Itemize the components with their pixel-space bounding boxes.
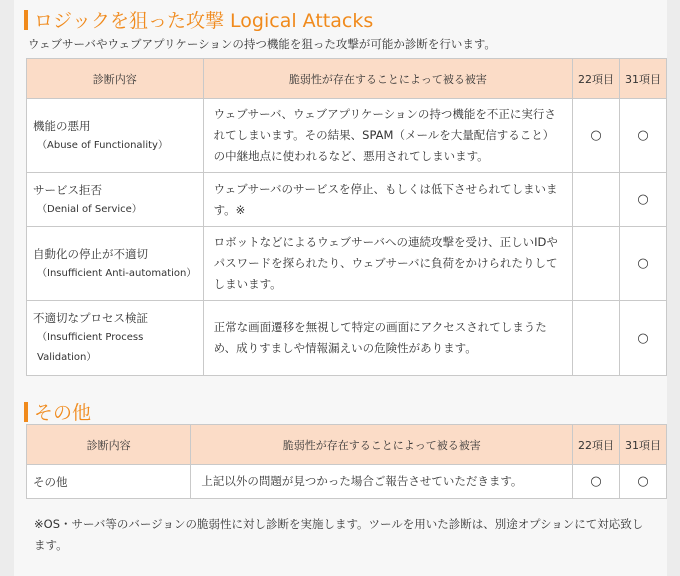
table-row: [27, 465, 667, 499]
mark-22: ○: [573, 465, 620, 499]
damage-description: ロボットなどによるウェブサーバへの連続攻撃を受け、正しいIDやパスワードを探られたり、ウェブサーバに負荷をかけられたりしてしまいます。: [203, 227, 573, 301]
table-row: [27, 173, 667, 227]
logical-attacks-table: [26, 58, 667, 376]
header-22-items: 22項目: [573, 425, 620, 465]
section-heading-logical-attacks: [24, 6, 373, 33]
heading-bar: [24, 402, 28, 422]
mark-22: [573, 301, 620, 376]
table-header-row: [27, 59, 667, 99]
diagnosis-name-en: （Insufficient Anti-automation）: [37, 267, 197, 279]
damage-description: ウェブサーバ、ウェブアプリケーションの持つ機能を不正に実行されてしまいます。その結果、SPAM（メールを大量配信すること）の中継地点に使われるなど、悪用されてしまいます。: [203, 99, 573, 173]
table-row: [27, 99, 667, 173]
section-title-text: ロジックを狙った攻撃 Logical Attacks: [34, 10, 374, 32]
diagnosis-name-en: （Insufficient Process Validation）: [37, 332, 144, 363]
table-row: [27, 227, 667, 301]
diagnosis-name: 自動化の停止が不適切: [33, 246, 148, 261]
mark-31: ○: [620, 301, 667, 376]
mark-31: ○: [620, 465, 667, 499]
other-table: [26, 424, 667, 499]
page: [14, 0, 667, 576]
damage-description: 正常な画面遷移を無視して特定の画面にアクセスされてしまうため、成りすましや情報漏えいの危険性があります。: [203, 301, 573, 376]
diagnosis-cell: [27, 301, 204, 376]
diagnosis-cell: [27, 173, 204, 227]
diagnosis-name-en: （Abuse of Functionality）: [37, 139, 168, 151]
header-diagnosis: 診断内容: [27, 425, 191, 465]
diagnosis-name-en: （Denial of Service）: [37, 203, 142, 215]
damage-description: 上記以外の問題が見つかった場合ご報告させていただきます。: [191, 465, 573, 499]
diagnosis-name: 機能の悪用: [33, 118, 91, 133]
table-header-row: [27, 425, 667, 465]
mark-22: [573, 173, 620, 227]
table-row: [27, 301, 667, 376]
mark-22: [573, 227, 620, 301]
footnote: ※OS・サーバ等のバージョンの脆弱性に対し診断を実施します。ツールを用いた診断は、別途オプションにて対応致します。: [34, 517, 644, 552]
header-31-items: 31項目: [620, 59, 667, 99]
header-damage: 脆弱性が存在することによって被る被害: [203, 59, 573, 99]
diagnosis-cell: [27, 465, 191, 499]
mark-31: ○: [620, 99, 667, 173]
section-heading-other: [24, 398, 91, 425]
section-title-text: その他: [34, 402, 92, 424]
header-diagnosis: 診断内容: [27, 59, 204, 99]
diagnosis-cell: [27, 227, 204, 301]
diagnosis-name: サービス拒否: [33, 182, 102, 197]
header-22-items: 22項目: [573, 59, 620, 99]
heading-bar: [24, 10, 28, 30]
header-31-items: 31項目: [620, 425, 667, 465]
diagnosis-cell: [27, 99, 204, 173]
diagnosis-name: その他: [33, 474, 68, 489]
mark-22: ○: [573, 99, 620, 173]
header-damage: 脆弱性が存在することによって被る被害: [191, 425, 573, 465]
diagnosis-name: 不適切なプロセス検証: [33, 311, 148, 325]
mark-31: ○: [620, 227, 667, 301]
mark-31: ○: [620, 173, 667, 227]
damage-description: ウェブサーバのサービスを停止、もしくは低下させられてしまいます。※: [203, 173, 573, 227]
section-intro: ウェブサーバやウェブアプリケーションの持つ機能を狙った攻撃が可能か診断を行います。: [28, 37, 496, 51]
